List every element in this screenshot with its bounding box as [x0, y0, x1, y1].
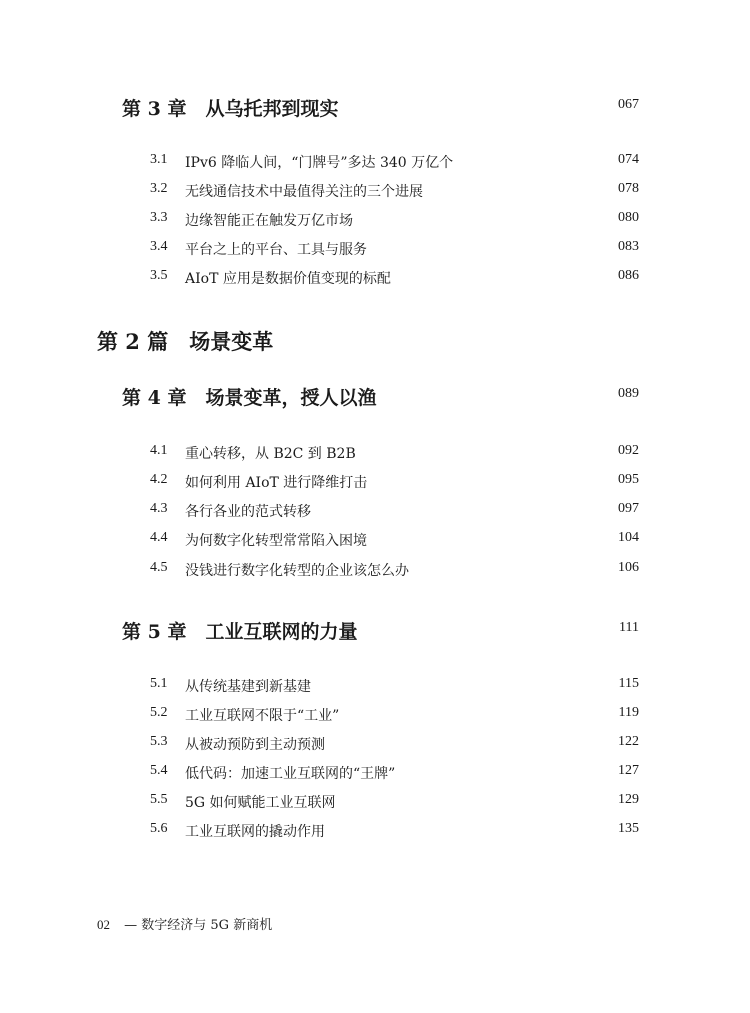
section-title: 5G 如何赋能工业互联网: [185, 795, 336, 811]
section-title: AIoT 应用是数据价值变现的标配: [185, 271, 391, 287]
section-title: IPv6 降临人间，“门牌号”多达 340 万亿个: [185, 155, 454, 171]
section-page: 129: [618, 792, 639, 807]
section-number: 3.4: [150, 239, 168, 254]
page-footer: [97, 914, 272, 933]
section-title: 工业互联网的撬动作用: [185, 824, 325, 840]
section-number: 4.4: [150, 530, 168, 545]
section-title: 工业互联网不限于“工业”: [185, 708, 340, 724]
part-title: 第 2 篇 场景变革: [97, 329, 274, 354]
section-page: 135: [618, 821, 639, 836]
section-page: 106: [618, 560, 639, 575]
section-page: 115: [618, 676, 639, 691]
section-title: 从传统基建到新基建: [185, 679, 311, 695]
section-page: 080: [618, 210, 639, 225]
chapter-title: 第 5 章 工业互联网的力量: [122, 621, 358, 643]
section-number: 4.5: [150, 560, 168, 575]
section-number: 5.6: [150, 821, 168, 836]
section-number: 4.3: [150, 501, 168, 516]
section-number: 5.3: [150, 734, 168, 749]
section-title: 没钱进行数字化转型的企业该怎么办: [185, 563, 409, 579]
section-page: 127: [618, 763, 639, 778]
section-page: 122: [618, 734, 639, 749]
section-page: 086: [618, 268, 639, 283]
section-page: 078: [618, 181, 639, 196]
section-title: 从被动预防到主动预测: [185, 737, 325, 753]
section-number: 5.2: [150, 705, 168, 720]
section-page: 119: [618, 705, 639, 720]
section-title: 无线通信技术中最值得关注的三个进展: [185, 184, 423, 200]
section-title: 为何数字化转型常常陷入困境: [185, 533, 367, 549]
chapter-title: 第 3 章 从乌托邦到现实: [122, 98, 339, 120]
section-title: 重心转移，从 B2C 到 B2B: [185, 446, 356, 462]
chapter-page: 111: [619, 620, 639, 635]
section-title: 如何利用 AIoT 进行降维打击: [185, 475, 368, 491]
section-number: 3.5: [150, 268, 168, 283]
section-page: 074: [618, 152, 639, 167]
section-title: 低代码：加速工业互联网的“王牌”: [185, 766, 396, 782]
section-page: 097: [618, 501, 639, 516]
section-page: 092: [618, 443, 639, 458]
section-number: 3.2: [150, 181, 168, 196]
section-title: 各行各业的范式转移: [185, 504, 311, 520]
chapter-page: 067: [618, 97, 639, 112]
section-number: 5.4: [150, 763, 168, 778]
section-number: 3.1: [150, 152, 168, 167]
section-title: 边缘智能正在触发万亿市场: [185, 213, 353, 229]
section-number: 5.1: [150, 676, 168, 691]
footer-book-title: — 数字经济与 5G 新商机: [124, 918, 273, 933]
section-number: 3.3: [150, 210, 168, 225]
section-number: 5.5: [150, 792, 168, 807]
chapter-page: 089: [618, 386, 639, 401]
section-number: 4.2: [150, 472, 168, 487]
footer-page-number: 02: [97, 917, 110, 932]
chapter-title: 第 4 章 场景变革，授人以渔: [122, 387, 377, 409]
section-page: 095: [618, 472, 639, 487]
section-number: 4.1: [150, 443, 168, 458]
section-page: 083: [618, 239, 639, 254]
section-page: 104: [618, 530, 639, 545]
section-title: 平台之上的平台、工具与服务: [185, 242, 367, 258]
